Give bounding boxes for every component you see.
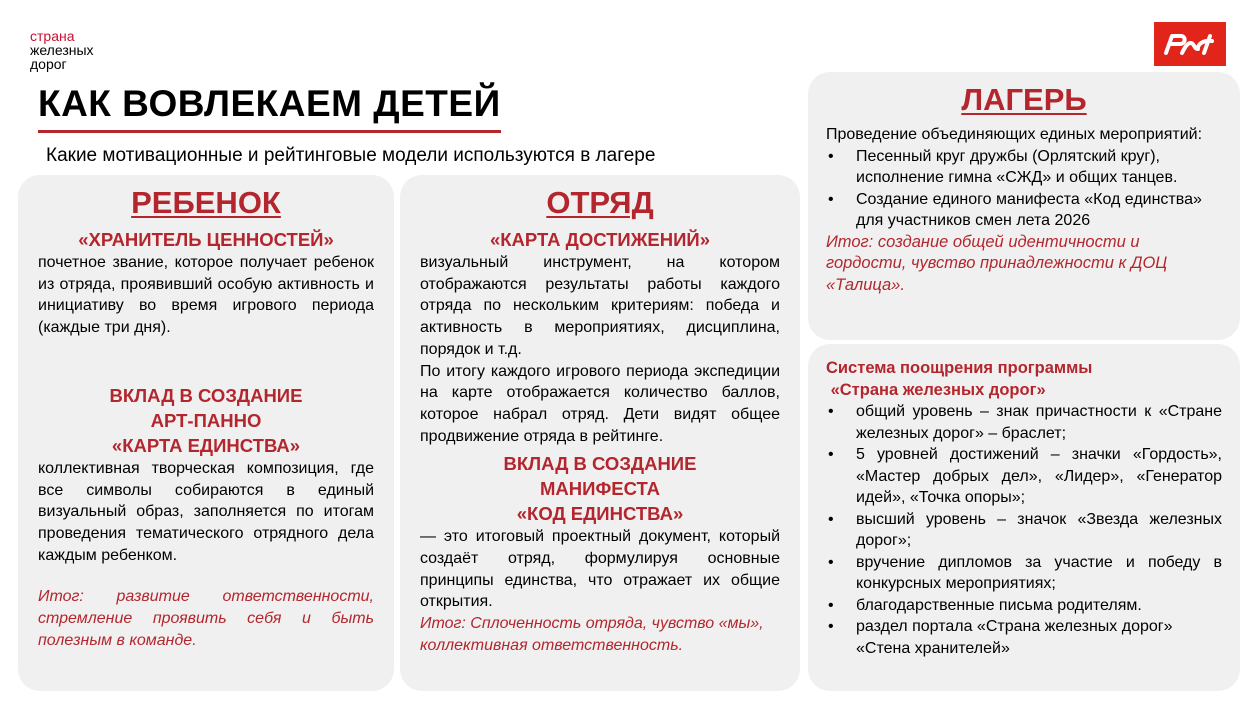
child-card: [18, 175, 394, 691]
squad-card: [400, 175, 800, 691]
brand-line-1: страна: [30, 28, 75, 44]
rewards-list-item: • благодарственные письма родителям.: [826, 595, 1222, 617]
squad-section-1-text-2: По итогу каждого игрового периода экспедиции на карте отображается количество баллов, которое набрал отряд. Дети видят общее продвижение отряда в рейтинге.: [420, 362, 780, 445]
rzd-logo-glyph-icon: [1160, 31, 1220, 57]
squad-card-title: ОТРЯД: [546, 185, 654, 220]
camp-list: [826, 146, 1222, 232]
child-section-2-title-line-3: «КАРТА ЕДИНСТВА»: [111, 434, 301, 456]
page-title: КАК ВОВЛЕКАЕМ ДЕТЕЙ: [38, 83, 501, 124]
camp-result: Итог: создание общей идентичности и гордости, чувство принадлежности к ДОЦ «Талица».: [826, 232, 1168, 295]
rzd-logo-icon: [1154, 22, 1226, 66]
squad-section-2-title-line-2: МАНИФЕСТА: [540, 478, 660, 500]
camp-list-item: • Создание единого манифеста «Код единства» для участников смен лета 2026: [826, 189, 1222, 232]
rewards-title-line-2: «Страна железных дорог»: [826, 380, 1046, 399]
squad-section-2-title-line-1: ВКЛАД В СОЗДАНИЕ: [503, 453, 697, 475]
child-section-2-title-line-2: АРТ-ПАННО: [150, 409, 262, 431]
rewards-list: [826, 401, 1222, 659]
rewards-list-item: • высший уровень – значок «Звезда железных дорог»;: [826, 509, 1222, 552]
child-section-2-title-line-1: ВКЛАД В СОЗДАНИЕ: [109, 384, 303, 406]
child-section-1-title: «ХРАНИТЕЛЬ ЦЕННОСТЕЙ»: [78, 229, 334, 250]
child-section-1-text: почетное звание, которое получает ребенок из отряда, проявивший особую активность и инициативу во время игрового периода (каждые три дня).: [38, 254, 374, 337]
child-section-2-text: коллективная творческая композиция, где все символы собираются в единый визуальный образ, заполняется по итогам проведения тематического отрядного дела каждым ребенком.: [38, 459, 374, 564]
squad-section-1-title: «КАРТА ДОСТИЖЕНИЙ»: [489, 229, 711, 250]
squad-result: Итог: Сплоченность отряда, чувство «мы», коллективная ответственность.: [420, 615, 764, 654]
rewards-title-line-1: Система поощрения программы: [826, 359, 1093, 377]
page-subtitle: Какие мотивационные и рейтинговые модели используются в лагере: [46, 145, 656, 166]
title-underline: [38, 130, 501, 133]
child-section-2-title: [38, 383, 374, 458]
brand-logo-text: [30, 29, 94, 71]
brand-line-3: дорог: [30, 56, 67, 72]
camp-intro: Проведение объединяющих единых мероприятий:: [826, 126, 1203, 143]
camp-card-title: ЛАГЕРЬ: [961, 82, 1087, 117]
child-result: Итог: развитие ответственности, стремление проявить себя и быть полезным в команде.: [38, 588, 374, 649]
rewards-list-item: • общий уровень – знак причастности к «Стране железных дорог» – браслет;: [826, 401, 1222, 444]
squad-section-2-title: [420, 451, 780, 526]
rewards-list-item: • раздел портала «Страна железных дорог» «Стена хранителей»: [826, 616, 1222, 659]
squad-section-1-text-1: визуальный инструмент, на котором отображаются результаты работы каждого отряда по нескольким критериям: победа и активность в мероприятиях, дисциплина, порядок и т.д.: [420, 254, 780, 358]
rewards-list-item: • вручение дипломов за участие и победу в конкурсных мероприятиях;: [826, 552, 1222, 595]
squad-section-2-text: — это итоговый проектный документ, который создаёт отряд, формулируя основные принципы единства, что отражает их общие открытия.: [420, 528, 780, 611]
rewards-list-item: • 5 уровней достижений – значки «Гордость», «Мастер добрых дел», «Лидер», «Генератор идей», «Точка опоры»;: [826, 444, 1222, 509]
camp-card: [808, 72, 1240, 340]
child-card-title: РЕБЕНОК: [131, 185, 281, 220]
camp-list-item: • Песенный круг дружбы (Орлятский круг), исполнение гимна «СЖД» и общих танцев.: [826, 146, 1222, 189]
brand-line-2: железных: [30, 42, 94, 58]
squad-section-2-title-line-3: «КОД ЕДИНСТВА»: [516, 503, 684, 525]
rewards-card: [808, 344, 1240, 691]
